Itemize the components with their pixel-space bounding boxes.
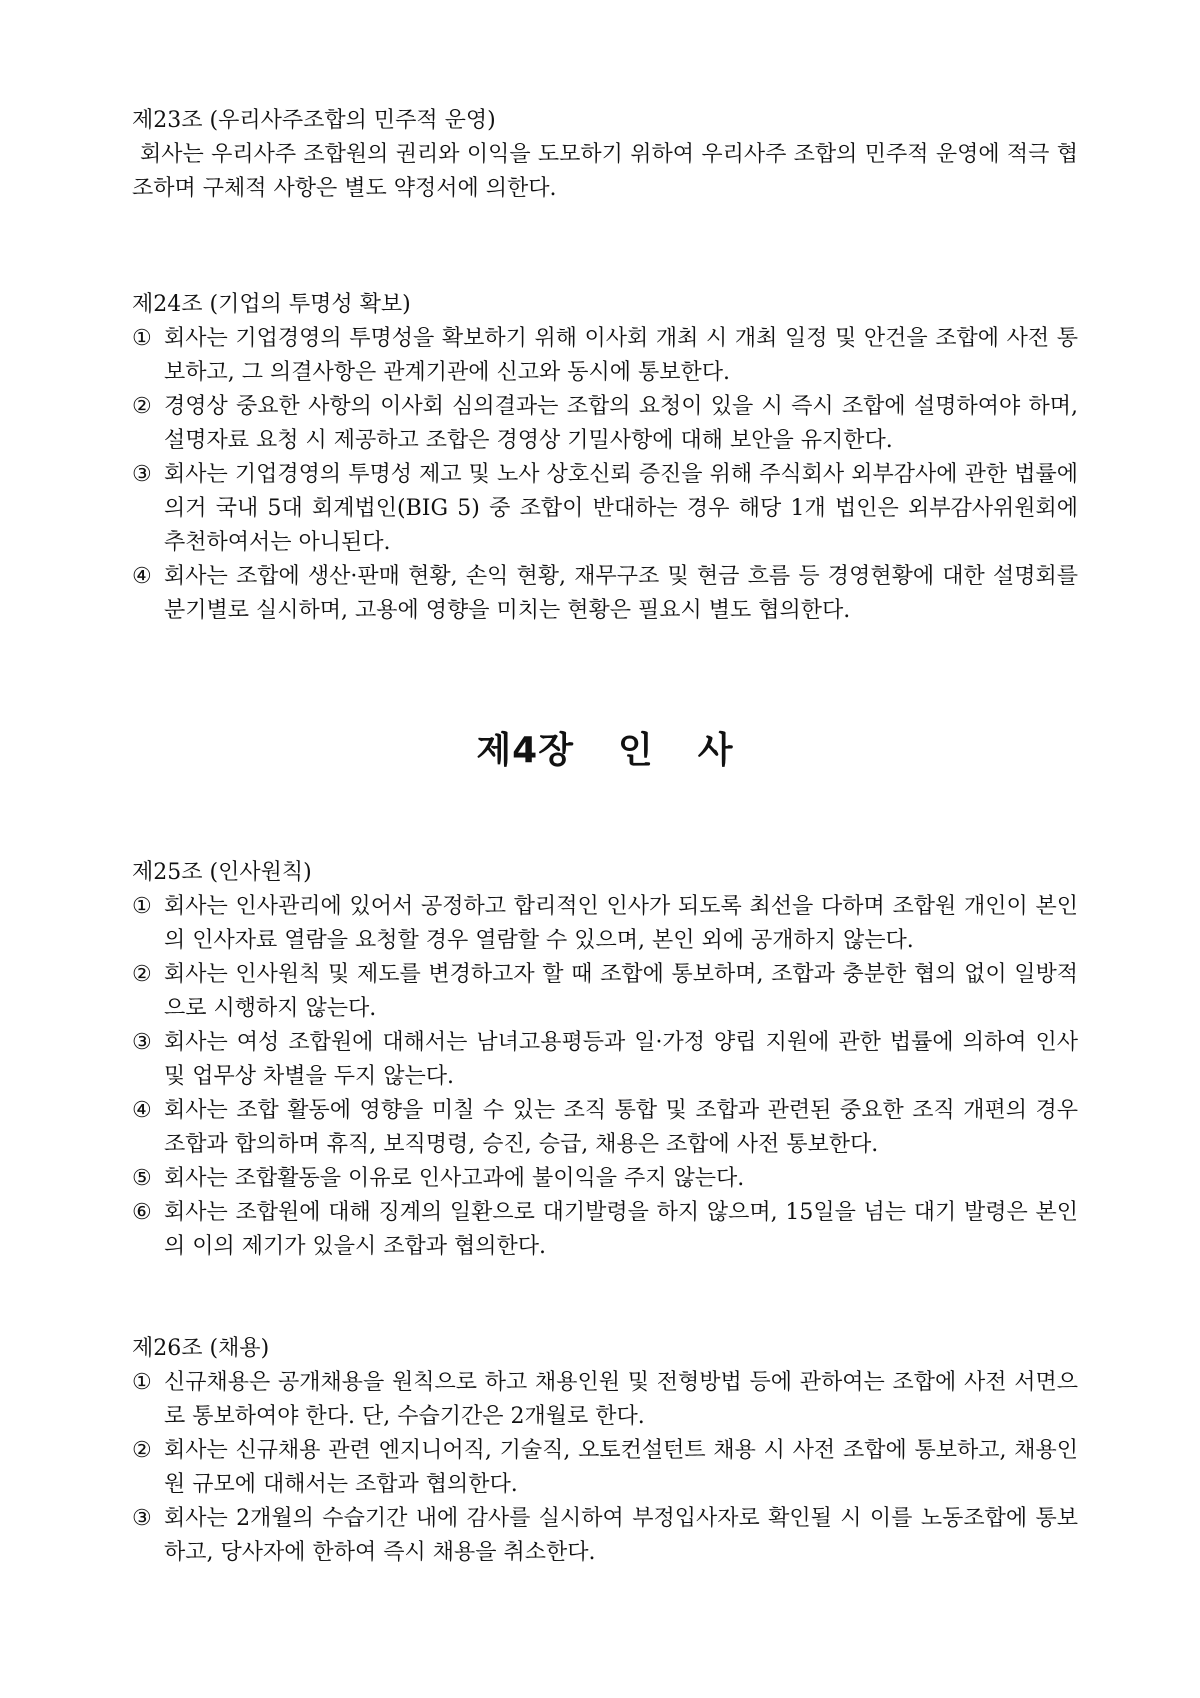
article-item <box>132 390 1078 458</box>
item-number: ③ <box>132 1030 152 1055</box>
article-title: 제26조 (채용) <box>132 1336 270 1361</box>
item-text: 회사는 신규채용 관련 엔지니어직, 기술직, 오토컨설턴트 채용 시 사전 조합에 통보하고, 채용인원 규모에 대해서는 조합과 협의한다. <box>164 1438 1078 1497</box>
article-item <box>132 560 1078 628</box>
article-item <box>132 1094 1078 1162</box>
article-title: 제25조 (인사원칙) <box>132 860 312 885</box>
item-number: ③ <box>132 1506 152 1531</box>
article-items <box>132 890 1078 1264</box>
article-26 <box>132 1332 1078 1570</box>
item-text: 회사는 여성 조합원에 대해서는 남녀고용평등과 일·가정 양립 지원에 관한 법률에 의하여 인사 및 업무상 차별을 두지 않는다. <box>164 1030 1078 1089</box>
article-title: 제23조 (우리사주조합의 민주적 운영) <box>132 108 496 133</box>
item-text: 회사는 조합원에 대해 징계의 일환으로 대기발령을 하지 않으며, 15일을 넘는 대기 발령은 본인의 이의 제기가 있을시 조합과 협의한다. <box>164 1200 1078 1259</box>
item-number: ② <box>132 394 152 419</box>
article-25 <box>132 856 1078 1264</box>
article-item <box>132 1196 1078 1264</box>
item-number: ④ <box>132 564 152 589</box>
article-item <box>132 890 1078 958</box>
item-number: ① <box>132 326 152 351</box>
article-item <box>132 1162 1078 1196</box>
article-24 <box>132 288 1078 628</box>
article-title: 제24조 (기업의 투명성 확보) <box>132 292 411 317</box>
article-item <box>132 458 1078 560</box>
item-text: 신규채용은 공개채용을 원칙으로 하고 채용인원 및 전형방법 등에 관하여는 조합에 사전 서면으로 통보하여야 한다. 단, 수습기간은 2개월로 한다. <box>164 1370 1078 1429</box>
article-items <box>132 1366 1078 1570</box>
document-page <box>132 104 1078 1570</box>
article-item <box>132 1502 1078 1570</box>
item-text: 회사는 조합에 생산·판매 현황, 손익 현황, 재무구조 및 현금 흐름 등 경영현황에 대한 설명회를 분기별로 실시하며, 고용에 영향을 미치는 현황은 필요시 별도 협의한다. <box>164 564 1078 623</box>
article-paragraph: 회사는 우리사주 조합원의 권리와 이익을 도모하기 위하여 우리사주 조합의 민주적 운영에 적극 협조하며 구체적 사항은 별도 약정서에 의한다. <box>132 142 1078 201</box>
article-item <box>132 1366 1078 1434</box>
item-text: 회사는 조합활동을 이유로 인사고과에 불이익을 주지 않는다. <box>164 1166 745 1191</box>
chapter-title-char: 인 <box>618 730 654 771</box>
article-23 <box>132 104 1078 206</box>
chapter-title-char: 사 <box>697 730 734 771</box>
item-number: ① <box>132 894 152 919</box>
item-number: ⑥ <box>132 1200 152 1225</box>
article-item <box>132 958 1078 1026</box>
article-item <box>132 1026 1078 1094</box>
article-items <box>132 322 1078 628</box>
item-text: 회사는 조합 활동에 영향을 미칠 수 있는 조직 통합 및 조합과 관련된 중요한 조직 개편의 경우 조합과 합의하며 휴직, 보직명령, 승진, 승급, 채용은 조합에 사전 통보한다. <box>164 1098 1078 1157</box>
chapter-heading <box>132 726 1078 776</box>
chapter-number: 제4장 <box>476 730 575 771</box>
item-text: 회사는 인사원칙 및 제도를 변경하고자 할 때 조합에 통보하며, 조합과 충분한 협의 없이 일방적으로 시행하지 않는다. <box>164 962 1078 1021</box>
item-text: 회사는 기업경영의 투명성을 확보하기 위해 이사회 개최 시 개최 일정 및 안건을 조합에 사전 통보하고, 그 의결사항은 관계기관에 신고와 동시에 통보한다. <box>164 326 1078 385</box>
article-item <box>132 322 1078 390</box>
item-number: ② <box>132 1438 152 1463</box>
item-text: 회사는 2개월의 수습기간 내에 감사를 실시하여 부정입사자로 확인될 시 이를 노동조합에 통보하고, 당사자에 한하여 즉시 채용을 취소한다. <box>164 1506 1078 1565</box>
item-number: ③ <box>132 462 152 487</box>
item-text: 경영상 중요한 사항의 이사회 심의결과는 조합의 요청이 있을 시 즉시 조합에 설명하여야 하며, 설명자료 요청 시 제공하고 조합은 경영상 기밀사항에 대해 보안을 유지한다. <box>164 394 1078 453</box>
item-number: ② <box>132 962 152 987</box>
item-number: ⑤ <box>132 1166 152 1191</box>
item-number: ④ <box>132 1098 152 1123</box>
article-item <box>132 1434 1078 1502</box>
item-number: ① <box>132 1370 152 1395</box>
item-text: 회사는 인사관리에 있어서 공정하고 합리적인 인사가 되도록 최선을 다하며 조합원 개인이 본인의 인사자료 열람을 요청할 경우 열람할 수 있으며, 본인 외에 공개하지 않는다. <box>164 894 1078 953</box>
item-text: 회사는 기업경영의 투명성 제고 및 노사 상호신뢰 증진을 위해 주식회사 외부감사에 관한 법률에 의거 국내 5대 회계법인(BIG 5) 중 조합이 반대하는 경우 해당 1개 법인은 외부감사위원회에 추천하여서는 아니된다. <box>164 462 1078 555</box>
